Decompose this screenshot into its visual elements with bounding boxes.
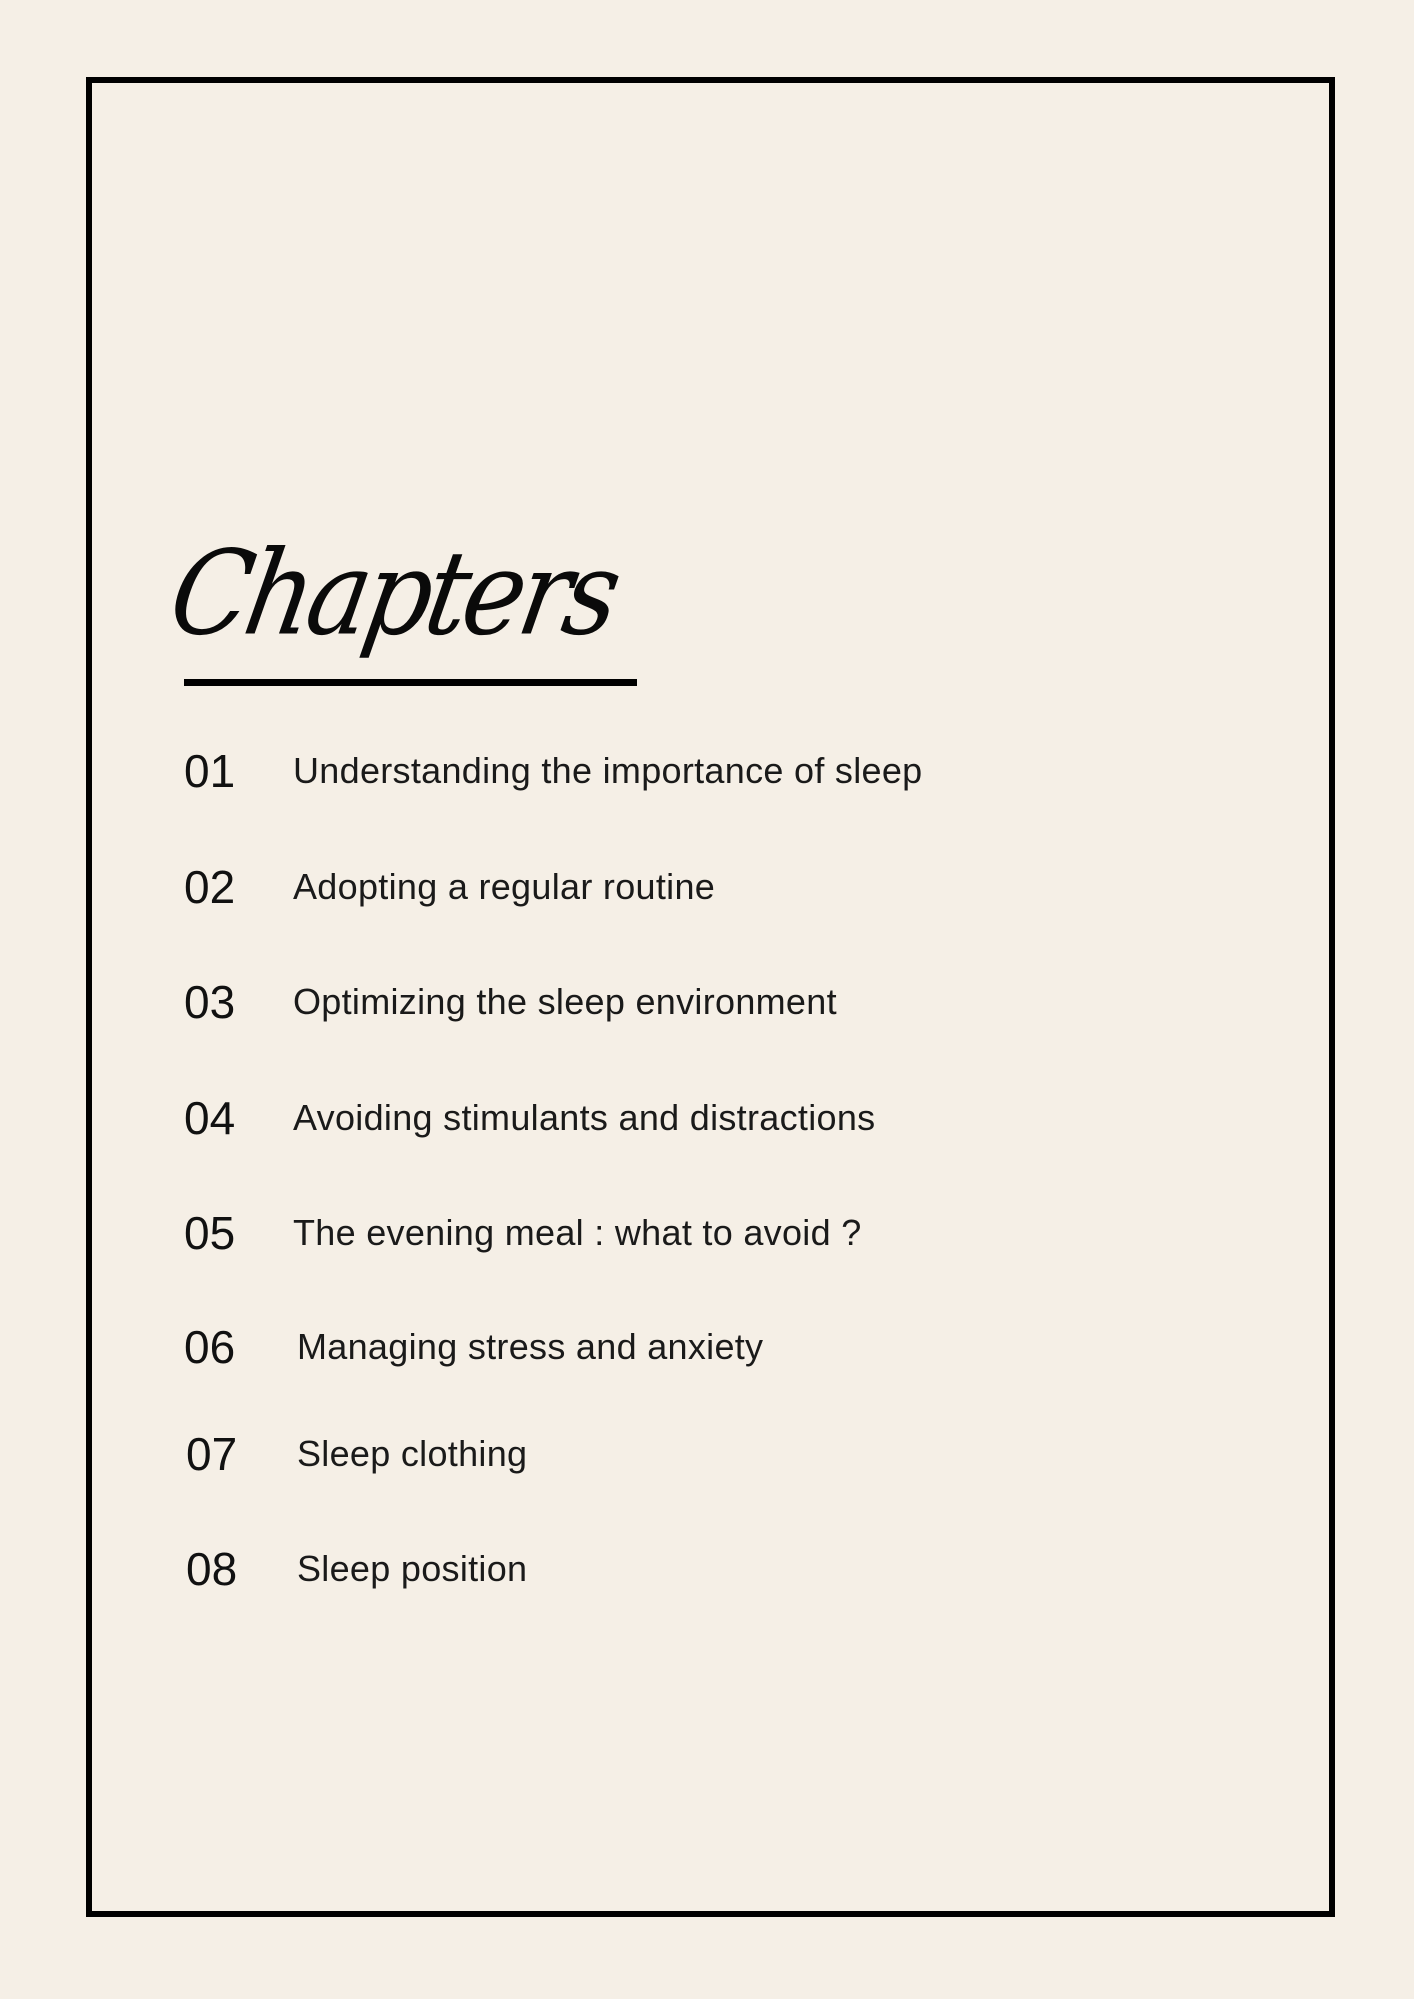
chapter-number: 06 xyxy=(184,1321,236,1373)
chapter-row xyxy=(0,972,1414,1032)
chapter-row xyxy=(0,1088,1414,1148)
title-underline xyxy=(184,679,637,686)
chapter-title: Adopting a regular routine xyxy=(293,866,716,907)
chapter-title: Avoiding stimulants and distractions xyxy=(293,1097,876,1138)
chapter-title: Sleep clothing xyxy=(297,1433,528,1474)
chapter-number: 05 xyxy=(184,1207,236,1259)
chapter-title: Optimizing the sleep environment xyxy=(293,981,837,1022)
chapter-row xyxy=(0,741,1414,801)
chapter-number: 07 xyxy=(186,1428,238,1480)
chapter-row xyxy=(0,1203,1414,1263)
chapter-row xyxy=(0,1539,1414,1599)
chapter-title: Sleep position xyxy=(297,1548,528,1589)
chapter-number: 02 xyxy=(184,861,236,913)
chapter-number: 08 xyxy=(186,1543,238,1595)
chapter-title: Managing stress and anxiety xyxy=(297,1326,764,1367)
chapter-row xyxy=(0,1424,1414,1484)
chapter-number: 03 xyxy=(184,976,236,1028)
chapter-number: 04 xyxy=(184,1092,236,1144)
chapter-row xyxy=(0,1317,1414,1377)
chapter-row xyxy=(0,857,1414,917)
chapter-title: Understanding the importance of sleep xyxy=(293,750,923,791)
page-title: Chapters xyxy=(160,524,627,662)
chapter-number: 01 xyxy=(184,745,236,797)
chapter-title: The evening meal : what to avoid ? xyxy=(293,1212,862,1253)
